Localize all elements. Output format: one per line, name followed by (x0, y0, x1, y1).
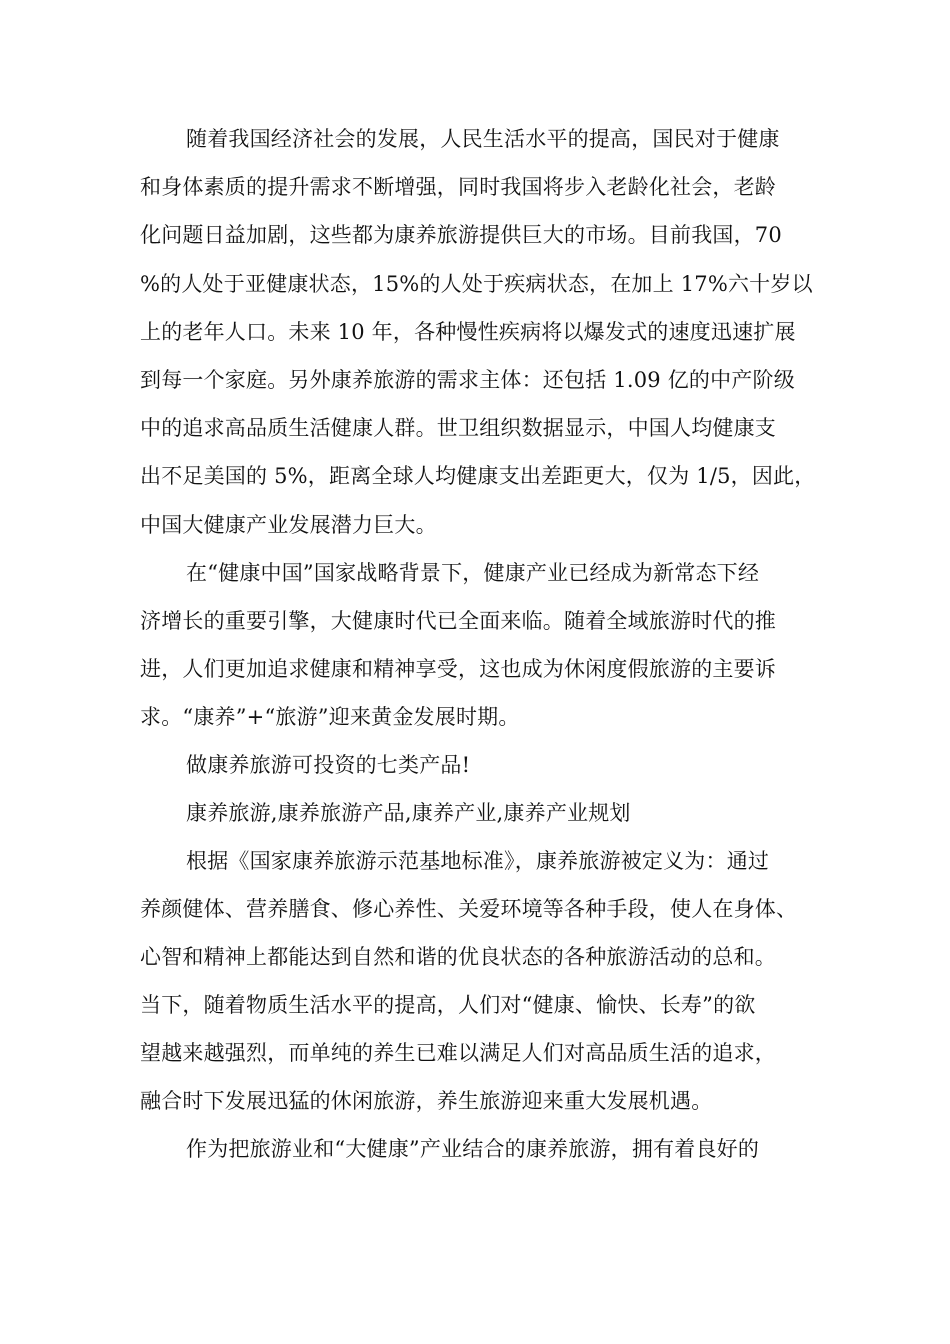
paragraph-2-line-3: 进，人们更加追求健康和精神享受，这也成为休闲度假旅游的主要诉 (140, 657, 776, 681)
paragraph-3-line-1: 根据《国家康养旅游示范基地标准》，康养旅游被定义为：通过 (186, 849, 770, 873)
paragraph-1-line-6: 到每一个家庭。另外康养旅游的需求主体：还包括 1.09 亿的中产阶级 (140, 368, 795, 392)
paragraph-3-line-2: 养颜健体、营养膳食、修心养性、关爱环境等各种手段，使人在身体、 (140, 897, 798, 921)
paragraph-2-line-4: 求。“康养”+“旅游”迎来黄金发展时期。 (140, 705, 520, 729)
paragraph-1-line-3: 化问题日益加剧，这些都为康养旅游提供巨大的市场。目前我国，70 (140, 223, 782, 247)
paragraph-1-line-7: 中的追求高品质生活健康人群。世卫组织数据显示，中国人均健康支 (140, 416, 776, 440)
paragraph-1-line-8: 出不足美国的 5%，距离全球人均健康支出差距更大，仅为 1/5，因此， (140, 464, 816, 488)
paragraph-3-line-3: 心智和精神上都能达到自然和谐的优良状态的各种旅游活动的总和。 (140, 945, 776, 969)
paragraph-1-line-2: 和身体素质的提升需求不断增强，同时我国将步入老龄化社会，老龄 (140, 175, 776, 199)
paragraph-1-line-9: 中国大健康产业发展潜力巨大。 (140, 513, 437, 537)
paragraph-3-line-4: 当下，随着物质生活水平的提高，人们对“健康、愉快、长寿”的欲 (140, 993, 756, 1017)
paragraph-1-line-1: 随着我国经济社会的发展，人民生活水平的提高，国民对于健康 (186, 127, 780, 151)
keywords-line: 康养旅游,康养旅游产品,康养产业,康养产业规划 (186, 801, 631, 825)
paragraph-1-line-4: %的人处于亚健康状态，15%的人处于疾病状态，在加上 17%六十岁以 (140, 272, 813, 296)
paragraph-3-line-5: 望越来越强烈，而单纯的养生已难以满足人们对高品质生活的追求， (140, 1041, 776, 1065)
paragraph-2-line-1: 在“健康中国”国家战略背景下，健康产业已经成为新常态下经 (186, 561, 760, 585)
paragraph-4-line-1: 作为把旅游业和“大健康”产业结合的康养旅游，拥有着良好的 (186, 1137, 760, 1161)
paragraph-3-line-6: 融合时下发展迅猛的休闲旅游，养生旅游迎来重大发展机遇。 (140, 1089, 713, 1113)
paragraph-1-line-5: 上的老年人口。未来 10 年，各种慢性疾病将以爆发式的速度迅速扩展 (140, 320, 796, 344)
paragraph-2-line-2: 济增长的重要引擎，大健康时代已全面来临。随着全域旅游时代的推 (140, 609, 776, 633)
heading-seven-products: 做康养旅游可投资的七类产品! (186, 753, 471, 777)
